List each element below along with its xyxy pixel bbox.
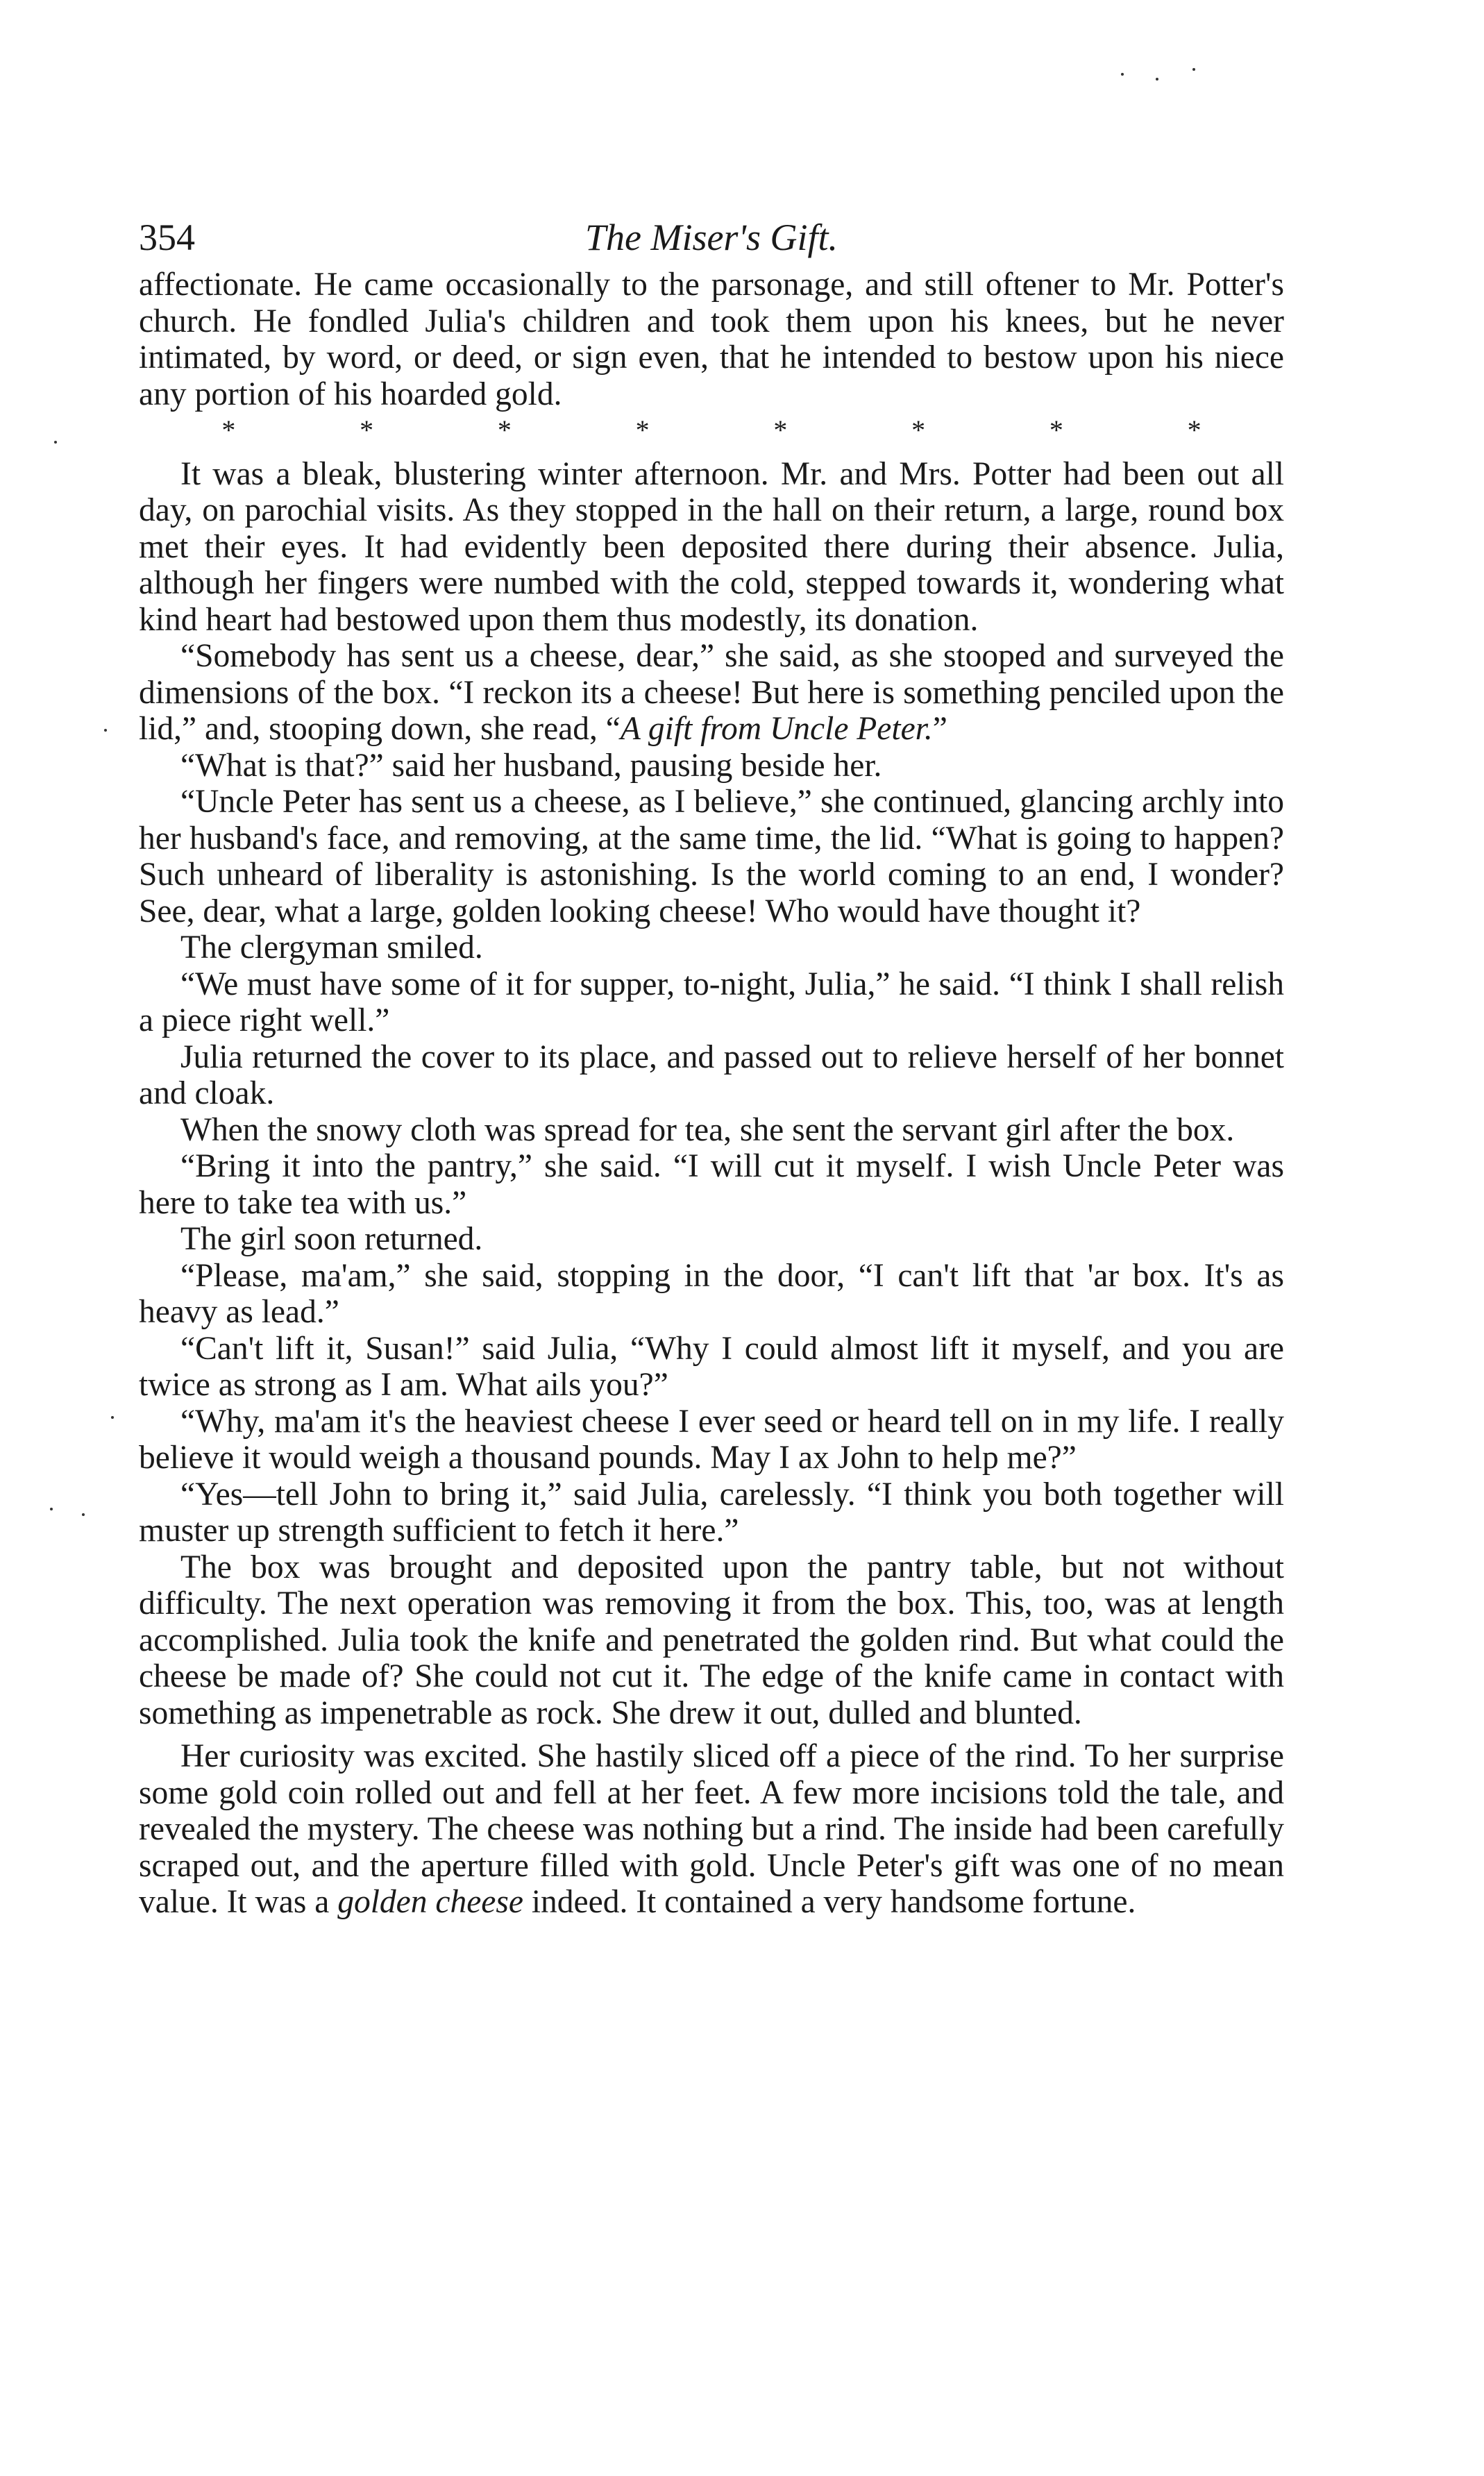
- paragraph: The clergyman smiled.: [180, 929, 483, 966]
- paragraph: It was a bleak, blustering winter afternoon. Mr. and Mrs. Potter had been out all day, on parochial visits. As they stopped in the hall on their return, a large, round box met their eyes. It had evidently been deposited there during their absence. Julia, although her fingers were numbed with the cold, stepped towards it, wondering what kind heart had bestowed upon them thus modestly, its donation.: [139, 455, 1284, 638]
- text-column: [139, 267, 1284, 1921]
- paragraph: “Can't lift it, Susan!” said Julia, “Why I could almost lift it myself, and you are twice as strong as I am. What ails you?”: [139, 1330, 1284, 1403]
- separator-asterisk: *: [911, 414, 926, 446]
- ink-speck: [111, 1416, 114, 1419]
- separator-asterisk: *: [221, 414, 236, 446]
- paragraph: “Bring it into the pantry,” she said. “I will cut it myself. I wish Uncle Peter was here to take tea with us.”: [139, 1148, 1284, 1221]
- separator-asterisk: *: [635, 414, 650, 446]
- paragraph: “Uncle Peter has sent us a cheese, as I believe,” she continued, glancing archly into her husband's face, and removing, at the same time, the lid. “What is going to happen? Such unheard of liberality is astonishing. Is the world coming to an end, I wonder? See, dear, what a large, golden looking cheese! Who would have thought it?: [139, 784, 1284, 929]
- paragraph-text: Her curiosity was excited. She hastily sliced off a piece of the rind. To her surprise some gold coin rolled out and fell at her feet. A few more incisions told the tale, and revealed the mystery. The cheese was nothing but a rind. The inside had been carefully scraped out, and the aperture filled with gold. Uncle Peter's gift was one of no mean value. It was a: [139, 1738, 1284, 1920]
- paragraph-text: indeed. It contained a very handsome fortune.: [523, 1884, 1136, 1920]
- ink-speck: [54, 441, 57, 444]
- paragraph: [139, 1738, 1284, 1921]
- ink-speck: [1156, 78, 1158, 81]
- paragraph: “Yes—tell John to bring it,” said Julia, carelessly. “I think you both together will muster up strength sufficient to fetch it here.”: [139, 1476, 1284, 1549]
- paragraph: When the snowy cloth was spread for tea, she sent the servant girl after the box.: [180, 1111, 1235, 1148]
- ink-speck: [82, 1513, 85, 1516]
- lid-inscription: A gift from Uncle Peter.: [620, 711, 933, 747]
- running-head: [139, 210, 1284, 265]
- paragraph: Julia returned the cover to its place, and passed out to relieve herself of her bonnet and cloak.: [139, 1038, 1284, 1111]
- paragraph: [139, 638, 1284, 748]
- paragraph: “Why, ma'am it's the heaviest cheese I ever seed or heard tell on in my life. I really believe it would weigh a thousand pounds. May I ax John to help me?”: [139, 1403, 1284, 1476]
- section-separator: [139, 412, 1284, 449]
- running-title: The Miser's Gift.: [584, 217, 838, 258]
- paragraph: The girl soon returned.: [180, 1221, 483, 1257]
- ink-speck: [104, 729, 107, 732]
- ink-speck: [1192, 68, 1195, 71]
- paragraph-text: ”: [932, 711, 947, 747]
- separator-asterisk: *: [1049, 414, 1063, 446]
- page-number: 354: [139, 217, 195, 258]
- ink-speck: [50, 1508, 53, 1510]
- separator-asterisk: *: [773, 414, 788, 446]
- paragraph: “Please, ma'am,” she said, stopping in the door, “I can't lift that 'ar box. It's as heavy as lead.”: [139, 1257, 1284, 1330]
- paragraph: “What is that?” said her husband, pausing beside her.: [180, 747, 882, 784]
- emphasis-golden-cheese: golden cheese: [337, 1884, 523, 1920]
- separator-asterisk: *: [1187, 414, 1201, 446]
- paragraph: “We must have some of it for supper, to-night, Julia,” he said. “I think I shall relish a piece right well.”: [139, 966, 1284, 1038]
- paragraph-text: “Somebody has sent us a cheese, dear,” she said, as she stooped and surveyed the dimensions of the box. “I reckon its a cheese! But here is something penciled upon the lid,” and, stooping down, she read, “: [139, 638, 1284, 747]
- paragraph-continued: affectionate. He came occasionally to the parsonage, and still oftener to Mr. Potter's church. He fondled Julia's children and took them upon his knees, but he never intimated, by word, or deed, or sign even, that he intended to bestow upon his niece any portion of his hoarded gold.: [139, 267, 1284, 412]
- paragraph: The box was brought and deposited upon the pantry table, but not without difficulty. The next operation was removing it from the box. This, too, was at length accomplished. Julia took the knife and penetrated the golden rind. But what could the cheese be made of? She could not cut it. The edge of the knife came in contact with something as impenetrable as rock. She drew it out, dulled and blunted.: [139, 1549, 1284, 1731]
- separator-asterisk: *: [360, 414, 374, 446]
- ink-speck: [1121, 73, 1124, 76]
- separator-asterisk: *: [497, 414, 512, 446]
